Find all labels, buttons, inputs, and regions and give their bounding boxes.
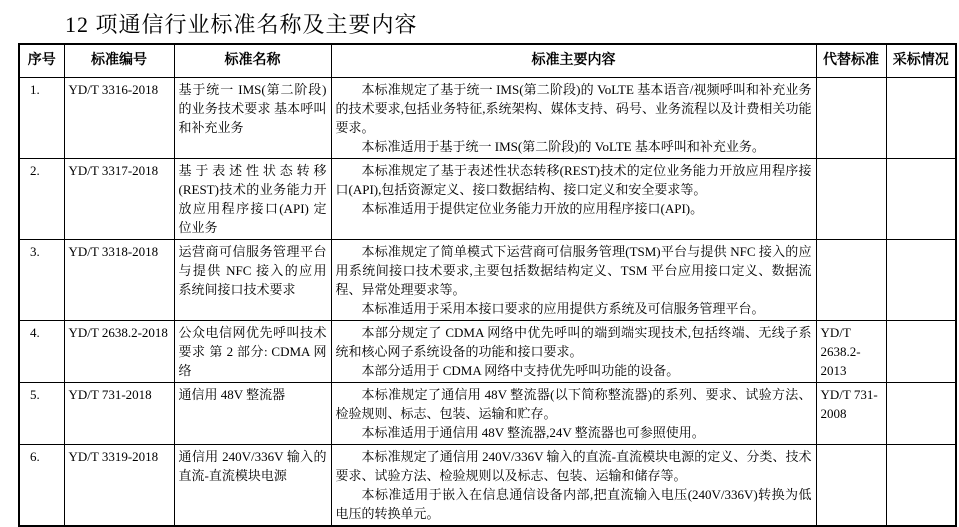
cell-adoption [886,320,956,382]
cell-adoption [886,239,956,320]
cell-adoption [886,77,956,158]
table-row [19,382,956,444]
cell-content [331,239,816,320]
page-title: 12 项通信行业标准名称及主要内容 [65,12,418,37]
cell-code: YD/T 3317-2018 [64,158,174,239]
content-paragraph-scope: 本部分规定了 CDMA 网络中优先呼叫的端到端实现技术,包括终端、无线子系统和核心网子系统设备的功能和接口要求。 [335,324,812,359]
col-header-code: 标准编号 [64,44,174,77]
cell-code: YD/T 3316-2018 [64,77,174,158]
cell-content [331,77,816,158]
cell-no: 3. [19,239,64,320]
table-row [19,444,956,526]
col-header-content: 标准主要内容 [331,44,816,77]
cell-name: 基于统一 IMS(第二阶段)的业务技术要求 基本呼叫和补充业务 [174,77,331,158]
cell-no: 1. [19,77,64,158]
content-paragraph-scope: 本标准规定了简单模式下运营商可信服务管理(TSM)平台与提供 NFC 接入的应用系统间接口技术要求,主要包括数据结构定义、TSM 平台应用接口定义、数据流程、异常处理要求等。 [335,243,812,297]
cell-no: 5. [19,382,64,444]
cell-code: YD/T 2638.2-2018 [64,320,174,382]
col-header-no: 序号 [19,44,64,77]
table-row [19,239,956,320]
content-paragraph-applicability: 本标准适用于嵌入在信息通信设备内部,把直流输入电压(240V/336V)转换为低电压的转换单元。 [335,486,812,521]
cell-replaced [816,239,886,320]
cell-replaced [816,444,886,526]
cell-code: YD/T 731-2018 [64,382,174,444]
content-paragraph-scope: 本标准规定了通信用 48V 整流器(以下简称整流器)的系列、要求、试验方法、检验规则、标志、包装、运输和贮存。 [335,386,812,421]
cell-adoption [886,444,956,526]
content-paragraph-scope: 本标准规定了通信用 240V/336V 输入的直流-直流模块电源的定义、分类、技术要求、试验方法、检验规则以及标志、包装、运输和储存等。 [335,448,812,483]
cell-replaced [816,77,886,158]
cell-content [331,158,816,239]
cell-replaced: YD/T 731-2008 [816,382,886,444]
table-header-row [19,44,956,77]
col-header-adoption: 采标情况 [886,44,956,77]
cell-name: 公众电信网优先呼叫技术要求 第 2 部分: CDMA 网络 [174,320,331,382]
col-header-replaced: 代替标准 [816,44,886,77]
cell-content [331,320,816,382]
content-paragraph-scope: 本标准规定了基于表述性状态转移(REST)技术的定位业务能力开放应用程序接口(API),包括资源定义、接口数据结构、接口定义和安全要求等。 [335,162,812,197]
col-header-name: 标准名称 [174,44,331,77]
content-paragraph-scope: 本标准规定了基于统一 IMS(第二阶段)的 VoLTE 基本语音/视频呼叫和补充业务的技术要求,包括业务特征,系统架构、媒体支持、码号、业务流程以及计费相关功能要求。 [335,81,812,135]
cell-no: 6. [19,444,64,526]
cell-no: 4. [19,320,64,382]
content-paragraph-applicability: 本部分适用于 CDMA 网络中支持优先呼叫功能的设备。 [361,362,680,378]
content-paragraph-applicability: 本标准适用于通信用 48V 整流器,24V 整流器也可参照使用。 [361,424,705,440]
cell-name: 通信用 240V/336V 输入的直流-直流模块电源 [174,444,331,526]
cell-name: 基于表述性状态转移(REST)技术的业务能力开放应用程序接口(API) 定位业务 [174,158,331,239]
cell-adoption [886,158,956,239]
table-row [19,77,956,158]
cell-name: 运营商可信服务管理平台与提供 NFC 接入的应用系统间接口技术要求 [174,239,331,320]
content-paragraph-applicability: 本标准适用于采用本接口要求的应用提供方系统及可信服务管理平台。 [361,300,765,316]
cell-code: YD/T 3319-2018 [64,444,174,526]
table-row [19,320,956,382]
cell-replaced: YD/T 2638.2-2013 [816,320,886,382]
cell-content [331,444,816,526]
cell-content [331,382,816,444]
content-paragraph-applicability: 本标准适用于基于统一 IMS(第二阶段)的 VoLTE 基本呼叫和补充业务。 [361,138,765,154]
cell-name: 通信用 48V 整流器 [174,382,331,444]
table-row [19,158,956,239]
cell-replaced [816,158,886,239]
cell-no: 2. [19,158,64,239]
standards-table [18,43,957,527]
cell-code: YD/T 3318-2018 [64,239,174,320]
content-paragraph-applicability: 本标准适用于提供定位业务能力开放的应用程序接口(API)。 [361,200,704,216]
cell-adoption [886,382,956,444]
